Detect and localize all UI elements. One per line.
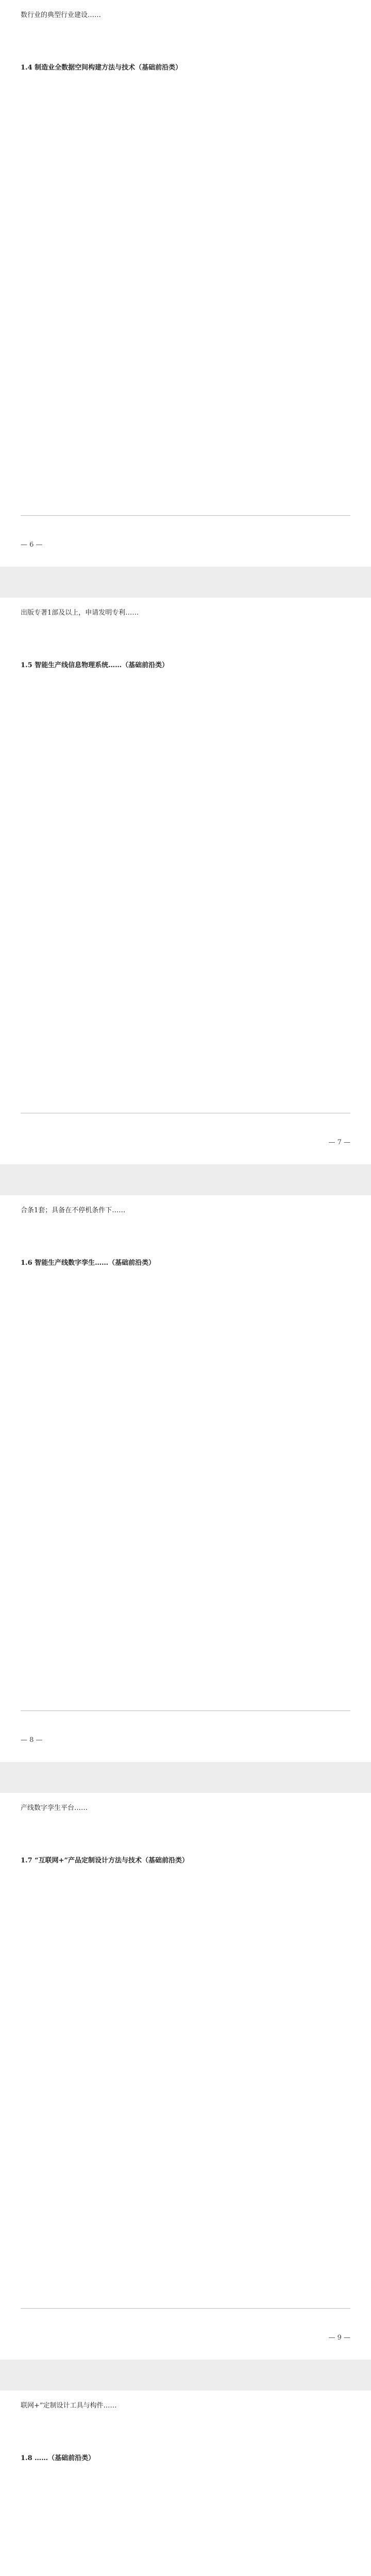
page-first-line: 出版专著1部及以上，申请发明专利……	[21, 609, 139, 617]
section-heading: 1.7 “互联网+”产品定制设计方法与技术（基础前沿类）	[21, 1857, 189, 1865]
section-heading: 1.8 ……（基础前沿类）	[21, 2454, 95, 2462]
text-block-placeholder	[21, 515, 350, 516]
section-heading: 1.6 智能生产线数字孪生……（基础前沿类）	[21, 1259, 156, 1267]
document-page-8	[0, 1195, 371, 1762]
page-number: — 8 —	[21, 1736, 43, 1744]
page-number: — 9 —	[328, 2334, 350, 2342]
document-page-9	[0, 1793, 371, 2360]
page-first-line: 产线数字孪生平台……	[21, 1804, 88, 1812]
page-number: — 6 —	[21, 541, 43, 549]
page-first-line: 联网+”定制设计工具与构件……	[21, 2402, 117, 2410]
section-heading: 1.4 制造业全数据空间构建方法与技术（基础前沿类）	[21, 64, 182, 72]
text-block-placeholder	[21, 2308, 350, 2309]
document-page-10	[0, 2391, 371, 2576]
text-block-placeholder	[21, 1710, 350, 1711]
page-first-line: 合条1套；具备在不停机条件下……	[21, 1207, 126, 1214]
section-heading: 1.5 智能生产线信息物理系统……（基础前沿类）	[21, 662, 169, 669]
document-page-7	[0, 598, 371, 1164]
page-number: — 7 —	[328, 1139, 350, 1146]
page-first-line: 数行业的典型行业建设……	[21, 11, 102, 19]
document-page-6	[0, 0, 371, 567]
